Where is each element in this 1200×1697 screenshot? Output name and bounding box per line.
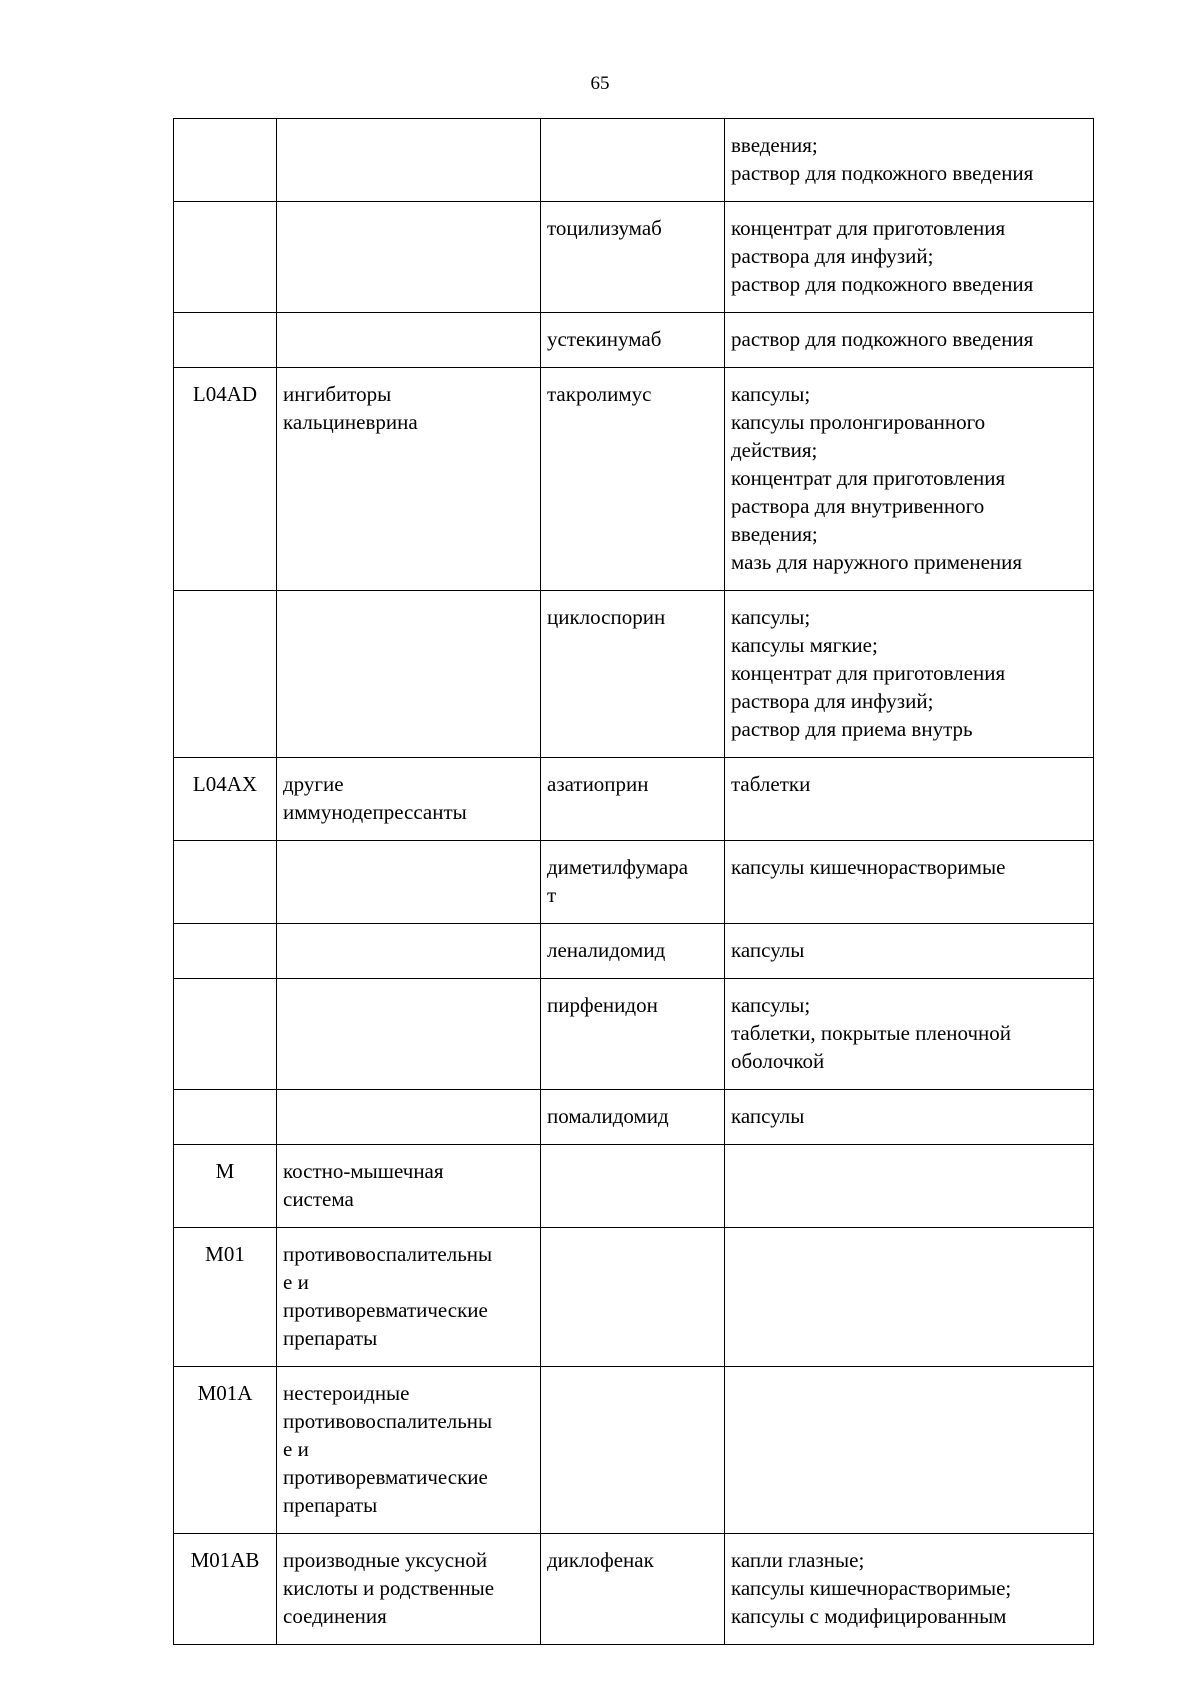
dosage-form-line: мазь для наружного применения [731, 550, 1023, 574]
drug-name-cell [541, 313, 725, 368]
group-name-line: е и [283, 1270, 309, 1294]
table-row [174, 1228, 1094, 1367]
group-name-line: система [283, 1187, 354, 1211]
drug-name-cell [541, 758, 725, 841]
drug-name-line: т [547, 883, 557, 907]
dosage-form-line: капсулы кишечнорастворимые [731, 855, 1006, 879]
dosage-form-cell [725, 841, 1094, 924]
table-row [174, 368, 1094, 591]
drug-name-line: пирфенидон [547, 993, 658, 1017]
dosage-form-cell [725, 368, 1094, 591]
table-body [174, 119, 1094, 1645]
dosage-form-line: капсулы мягкие; [731, 633, 878, 657]
drug-name-line: диклофенак [547, 1548, 654, 1572]
atc-code-cell [174, 979, 277, 1090]
drug-name-cell [541, 1145, 725, 1228]
dosage-form-line: капсулы [731, 938, 805, 962]
atc-code-cell: L04AX [174, 758, 277, 841]
dosage-form-line: капсулы; [731, 993, 811, 1017]
group-name-line: кальциневрина [283, 410, 418, 434]
dosage-form-line: таблетки [731, 772, 811, 796]
dosage-form-line: введения; [731, 522, 818, 546]
atc-code-cell [174, 202, 277, 313]
group-name-cell [277, 313, 541, 368]
drug-name-line: такролимус [547, 382, 652, 406]
atc-code-cell [174, 841, 277, 924]
group-name-cell [277, 119, 541, 202]
group-name-line: соединения [283, 1604, 387, 1628]
dosage-form-line: раствор для подкожного введения [731, 161, 1034, 185]
group-name-line: противоревматические [283, 1465, 488, 1489]
table-row [174, 924, 1094, 979]
table-row [174, 841, 1094, 924]
table-row [174, 313, 1094, 368]
group-name-line: нестероидные [283, 1381, 410, 1405]
table-row [174, 758, 1094, 841]
dosage-form-line: капли глазные; [731, 1548, 865, 1572]
dosage-form-line: капсулы; [731, 605, 811, 629]
atc-code-cell [174, 591, 277, 758]
group-name-line: другие [283, 772, 344, 796]
group-name-line: костно-мышечная [283, 1159, 444, 1183]
dosage-form-line: капсулы; [731, 382, 811, 406]
drug-name-cell [541, 1228, 725, 1367]
dosage-form-cell [725, 1228, 1094, 1367]
group-name-line: ингибиторы [283, 382, 392, 406]
dosage-form-line: действия; [731, 438, 818, 462]
dosage-form-line: концентрат для приготовления [731, 216, 1006, 240]
dosage-form-line: раствора для внутривенного [731, 494, 985, 518]
dosage-form-cell [725, 979, 1094, 1090]
dosage-form-line: оболочкой [731, 1049, 825, 1073]
group-name-line: противоревматические [283, 1298, 488, 1322]
dosage-form-line: капсулы кишечнорастворимые; [731, 1576, 1012, 1600]
drug-name-line: диметилфумара [547, 855, 689, 879]
atc-code-cell: M [174, 1145, 277, 1228]
dosage-form-cell [725, 1367, 1094, 1534]
atc-code-cell: M01A [174, 1367, 277, 1534]
group-name-cell [277, 1367, 541, 1534]
group-name-line: иммунодепрессанты [283, 800, 467, 824]
atc-code-cell: M01AB [174, 1534, 277, 1645]
table-row [174, 119, 1094, 202]
drug-name-cell [541, 202, 725, 313]
group-name-line: производные уксусной [283, 1548, 488, 1572]
drug-name-cell [541, 368, 725, 591]
group-name-line: препараты [283, 1326, 378, 1350]
dosage-form-line: раствор для подкожного введения [731, 327, 1034, 351]
dosage-form-cell [725, 758, 1094, 841]
group-name-cell [277, 591, 541, 758]
dosage-form-cell [725, 313, 1094, 368]
drug-name-line: устекинумаб [547, 327, 662, 351]
group-name-line: кислоты и родственные [283, 1576, 495, 1600]
group-name-cell [277, 1090, 541, 1145]
dosage-form-line: раствора для инфузий; [731, 244, 934, 268]
dosage-form-line: капсулы [731, 1104, 805, 1128]
dosage-form-cell [725, 1090, 1094, 1145]
drug-name-cell [541, 119, 725, 202]
atc-code-cell [174, 313, 277, 368]
drug-name-line: азатиоприн [547, 772, 649, 796]
table-row [174, 591, 1094, 758]
group-name-line: препараты [283, 1493, 378, 1517]
drug-name-line: циклоспорин [547, 605, 666, 629]
dosage-form-line: раствора для инфузий; [731, 689, 934, 713]
drug-name-cell [541, 1090, 725, 1145]
atc-code-cell [174, 1090, 277, 1145]
dosage-form-cell [725, 1145, 1094, 1228]
table-row [174, 202, 1094, 313]
group-name-cell [277, 368, 541, 591]
atc-code-cell [174, 924, 277, 979]
dosage-form-line: таблетки, покрытые пленочной [731, 1021, 1012, 1045]
group-name-cell [277, 924, 541, 979]
group-name-cell [277, 758, 541, 841]
dosage-form-cell [725, 924, 1094, 979]
group-name-cell [277, 1534, 541, 1645]
dosage-form-line: введения; [731, 133, 818, 157]
drug-name-cell [541, 841, 725, 924]
group-name-cell [277, 841, 541, 924]
table-row [174, 1534, 1094, 1645]
drug-name-line: тоцилизумаб [547, 216, 662, 240]
dosage-form-line: раствор для приема внутрь [731, 717, 973, 741]
group-name-line: противовоспалительны [283, 1242, 493, 1266]
atc-code-cell: M01 [174, 1228, 277, 1367]
dosage-form-line: концентрат для приготовления [731, 466, 1006, 490]
drug-name-cell [541, 924, 725, 979]
drug-name-line: леналидомид [547, 938, 666, 962]
dosage-form-cell [725, 119, 1094, 202]
group-name-line: противовоспалительны [283, 1409, 493, 1433]
dosage-form-line: концентрат для приготовления [731, 661, 1006, 685]
atc-code-cell: L04AD [174, 368, 277, 591]
atc-code-cell [174, 119, 277, 202]
table-row [174, 1145, 1094, 1228]
drug-name-line: помалидомид [547, 1104, 669, 1128]
dosage-form-cell [725, 1534, 1094, 1645]
dosage-form-line: капсулы с модифицированным [731, 1604, 1007, 1628]
dosage-form-cell [725, 591, 1094, 758]
group-name-cell [277, 1228, 541, 1367]
group-name-line: е и [283, 1437, 309, 1461]
drug-name-cell [541, 979, 725, 1090]
dosage-form-cell [725, 202, 1094, 313]
drug-table [173, 118, 1094, 1645]
table-row [174, 1367, 1094, 1534]
drug-name-cell [541, 1534, 725, 1645]
group-name-cell [277, 979, 541, 1090]
page-number: 65 [590, 73, 610, 94]
table-row [174, 979, 1094, 1090]
drug-name-cell [541, 1367, 725, 1534]
drug-name-cell [541, 591, 725, 758]
dosage-form-line: капсулы пролонгированного [731, 410, 986, 434]
group-name-cell [277, 1145, 541, 1228]
dosage-form-line: раствор для подкожного введения [731, 272, 1034, 296]
group-name-cell [277, 202, 541, 313]
table-row [174, 1090, 1094, 1145]
